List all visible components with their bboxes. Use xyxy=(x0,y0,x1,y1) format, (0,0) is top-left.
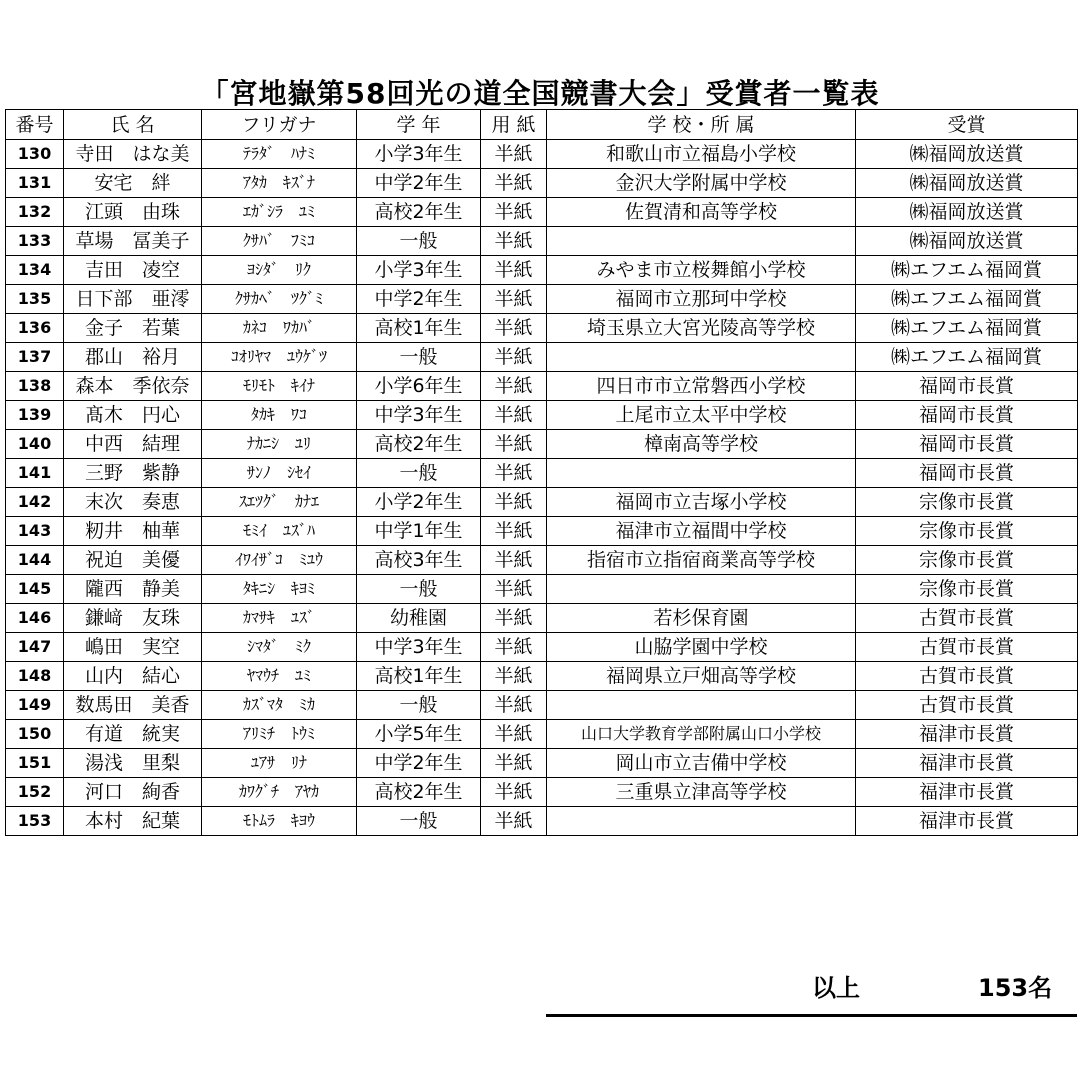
footer-underline xyxy=(546,1014,1077,1017)
cell-award: ㈱エフエム福岡賞 xyxy=(856,343,1078,372)
cell-award: 福岡市長賞 xyxy=(856,430,1078,459)
cell-school: 福岡県立戸畑高等学校 xyxy=(547,662,856,691)
cell-name: 有道 統実 xyxy=(64,720,202,749)
cell-paper: 半紙 xyxy=(481,227,547,256)
cell-paper: 半紙 xyxy=(481,140,547,169)
cell-furigana: ｴｶﾞｼﾗ ﾕﾐ xyxy=(202,198,357,227)
cell-paper: 半紙 xyxy=(481,314,547,343)
cell-grade: 小学2年生 xyxy=(357,488,481,517)
cell-paper: 半紙 xyxy=(481,807,547,836)
cell-furigana: ｱﾘﾐﾁ ﾄｳﾐ xyxy=(202,720,357,749)
table-row xyxy=(6,720,1078,749)
cell-name: 髙木 円心 xyxy=(64,401,202,430)
cell-name: 嶋田 実空 xyxy=(64,633,202,662)
cell-number: 131 xyxy=(6,169,64,198)
document-title: 「宮地嶽第58回光の道全国競書大会」受賞者一覧表 xyxy=(200,77,880,110)
cell-award: 宗像市長賞 xyxy=(856,517,1078,546)
cell-furigana: ｽｴﾂｸﾞ ｶﾅｴ xyxy=(202,488,357,517)
cell-number: 138 xyxy=(6,372,64,401)
column-header-paper: 用 紙 xyxy=(481,110,547,140)
cell-paper: 半紙 xyxy=(481,546,547,575)
cell-paper: 半紙 xyxy=(481,633,547,662)
cell-paper: 半紙 xyxy=(481,749,547,778)
cell-name: 末次 奏恵 xyxy=(64,488,202,517)
cell-school: 山脇学園中学校 xyxy=(547,633,856,662)
cell-furigana: ｻﾝﾉ ｼｾｲ xyxy=(202,459,357,488)
cell-number: 132 xyxy=(6,198,64,227)
cell-number: 133 xyxy=(6,227,64,256)
cell-award: 宗像市長賞 xyxy=(856,546,1078,575)
cell-school: 和歌山市立福島小学校 xyxy=(547,140,856,169)
table-row xyxy=(6,517,1078,546)
cell-award: ㈱エフエム福岡賞 xyxy=(856,256,1078,285)
cell-grade: 一般 xyxy=(357,807,481,836)
cell-grade: 中学2年生 xyxy=(357,285,481,314)
cell-grade: 高校3年生 xyxy=(357,546,481,575)
table-row xyxy=(6,401,1078,430)
cell-furigana: ﾅｶﾆｼ ﾕﾘ xyxy=(202,430,357,459)
cell-award: ㈱福岡放送賞 xyxy=(856,140,1078,169)
cell-award: 古賀市長賞 xyxy=(856,604,1078,633)
column-header-award: 受賞 xyxy=(856,110,1078,140)
cell-school: 福津市立福間中学校 xyxy=(547,517,856,546)
cell-paper: 半紙 xyxy=(481,778,547,807)
cell-number: 143 xyxy=(6,517,64,546)
cell-furigana: ﾖｼﾀﾞ ﾘｸ xyxy=(202,256,357,285)
cell-award: ㈱福岡放送賞 xyxy=(856,227,1078,256)
cell-name: 三野 紫静 xyxy=(64,459,202,488)
cell-paper: 半紙 xyxy=(481,285,547,314)
table-row xyxy=(6,314,1078,343)
cell-grade: 高校2年生 xyxy=(357,430,481,459)
cell-award: 宗像市長賞 xyxy=(856,488,1078,517)
table-row xyxy=(6,256,1078,285)
cell-name: 郡山 裕月 xyxy=(64,343,202,372)
cell-number: 135 xyxy=(6,285,64,314)
cell-name: 隴西 静美 xyxy=(64,575,202,604)
cell-award: ㈱エフエム福岡賞 xyxy=(856,314,1078,343)
cell-school: 上尾市立太平中学校 xyxy=(547,401,856,430)
cell-furigana: ﾃﾗﾀﾞ ﾊﾅﾐ xyxy=(202,140,357,169)
cell-name: 吉田 凌空 xyxy=(64,256,202,285)
cell-number: 146 xyxy=(6,604,64,633)
cell-number: 147 xyxy=(6,633,64,662)
cell-number: 139 xyxy=(6,401,64,430)
cell-name: 鎌﨑 友珠 xyxy=(64,604,202,633)
cell-award: ㈱福岡放送賞 xyxy=(856,198,1078,227)
table-row xyxy=(6,285,1078,314)
cell-number: 148 xyxy=(6,662,64,691)
cell-paper: 半紙 xyxy=(481,517,547,546)
cell-name: 江頭 由珠 xyxy=(64,198,202,227)
cell-number: 134 xyxy=(6,256,64,285)
cell-number: 141 xyxy=(6,459,64,488)
cell-furigana: ﾕｱｻ ﾘﾅ xyxy=(202,749,357,778)
cell-grade: 小学3年生 xyxy=(357,256,481,285)
cell-grade: 小学5年生 xyxy=(357,720,481,749)
cell-number: 136 xyxy=(6,314,64,343)
cell-grade: 小学6年生 xyxy=(357,372,481,401)
cell-name: 森本 季依奈 xyxy=(64,372,202,401)
cell-paper: 半紙 xyxy=(481,343,547,372)
cell-name: 中西 結理 xyxy=(64,430,202,459)
cell-paper: 半紙 xyxy=(481,401,547,430)
cell-name: 本村 紀葉 xyxy=(64,807,202,836)
cell-furigana: ｸｻｶﾍﾞ ﾂｸﾞﾐ xyxy=(202,285,357,314)
cell-number: 130 xyxy=(6,140,64,169)
cell-school: 福岡市立那珂中学校 xyxy=(547,285,856,314)
cell-grade: 一般 xyxy=(357,691,481,720)
cell-award: 福岡市長賞 xyxy=(856,459,1078,488)
table-row xyxy=(6,662,1078,691)
cell-paper: 半紙 xyxy=(481,198,547,227)
cell-grade: 小学3年生 xyxy=(357,140,481,169)
table-row xyxy=(6,169,1078,198)
cell-furigana: ｱﾀｶ ｷｽﾞﾅ xyxy=(202,169,357,198)
cell-school xyxy=(547,691,856,720)
cell-furigana: ｶﾏｻｷ ﾕｽﾞ xyxy=(202,604,357,633)
cell-award: ㈱エフエム福岡賞 xyxy=(856,285,1078,314)
award-table-body xyxy=(6,140,1078,836)
cell-school: 指宿市立指宿商業高等学校 xyxy=(547,546,856,575)
cell-name: 籾井 柚華 xyxy=(64,517,202,546)
cell-name: 寺田 はな美 xyxy=(64,140,202,169)
cell-paper: 半紙 xyxy=(481,720,547,749)
column-header-furigana: フリガナ xyxy=(202,110,357,140)
cell-grade: 一般 xyxy=(357,459,481,488)
column-header-grade: 学 年 xyxy=(357,110,481,140)
table-row xyxy=(6,198,1078,227)
cell-furigana: ﾀｶｷ ﾜｺ xyxy=(202,401,357,430)
cell-award: 古賀市長賞 xyxy=(856,633,1078,662)
cell-number: 142 xyxy=(6,488,64,517)
table-row xyxy=(6,633,1078,662)
cell-paper: 半紙 xyxy=(481,488,547,517)
cell-grade: 高校2年生 xyxy=(357,198,481,227)
cell-number: 150 xyxy=(6,720,64,749)
cell-grade: 一般 xyxy=(357,343,481,372)
cell-school: 岡山市立吉備中学校 xyxy=(547,749,856,778)
cell-furigana: ｸｻﾊﾞ ﾌﾐｺ xyxy=(202,227,357,256)
cell-grade: 幼稚園 xyxy=(357,604,481,633)
cell-paper: 半紙 xyxy=(481,430,547,459)
cell-award: 宗像市長賞 xyxy=(856,575,1078,604)
column-header-school: 学 校・所 属 xyxy=(547,110,856,140)
cell-name: 数馬田 美香 xyxy=(64,691,202,720)
cell-name: 日下部 亜澪 xyxy=(64,285,202,314)
cell-school xyxy=(547,807,856,836)
cell-paper: 半紙 xyxy=(481,256,547,285)
cell-furigana: ﾔﾏｳﾁ ﾕﾐ xyxy=(202,662,357,691)
cell-paper: 半紙 xyxy=(481,662,547,691)
cell-grade: 一般 xyxy=(357,575,481,604)
cell-furigana: ｶﾜｸﾞﾁ ｱﾔｶ xyxy=(202,778,357,807)
table-row xyxy=(6,343,1078,372)
cell-number: 152 xyxy=(6,778,64,807)
cell-school: みやま市立桜舞館小学校 xyxy=(547,256,856,285)
cell-furigana: ﾓﾐｲ ﾕｽﾞﾊ xyxy=(202,517,357,546)
cell-grade: 中学3年生 xyxy=(357,633,481,662)
cell-number: 140 xyxy=(6,430,64,459)
cell-school: 若杉保育園 xyxy=(547,604,856,633)
cell-school xyxy=(547,227,856,256)
cell-paper: 半紙 xyxy=(481,575,547,604)
cell-school xyxy=(547,343,856,372)
cell-number: 144 xyxy=(6,546,64,575)
table-row xyxy=(6,140,1078,169)
cell-paper: 半紙 xyxy=(481,372,547,401)
cell-school: 三重県立津高等学校 xyxy=(547,778,856,807)
table-row xyxy=(6,807,1078,836)
cell-school: 四日市市立常磐西小学校 xyxy=(547,372,856,401)
cell-school xyxy=(547,575,856,604)
cell-number: 153 xyxy=(6,807,64,836)
cell-paper: 半紙 xyxy=(481,459,547,488)
cell-school: 埼玉県立大宮光陵高等学校 xyxy=(547,314,856,343)
cell-furigana: ﾓﾄﾑﾗ ｷﾖｳ xyxy=(202,807,357,836)
cell-paper: 半紙 xyxy=(481,604,547,633)
cell-furigana: ﾀｷﾆｼ ｷﾖﾐ xyxy=(202,575,357,604)
cell-name: 金子 若葉 xyxy=(64,314,202,343)
cell-award: 福岡市長賞 xyxy=(856,401,1078,430)
table-row xyxy=(6,227,1078,256)
cell-number: 151 xyxy=(6,749,64,778)
cell-award: 福津市長賞 xyxy=(856,749,1078,778)
column-header-number: 番号 xyxy=(6,110,64,140)
cell-name: 河口 絢香 xyxy=(64,778,202,807)
award-table xyxy=(5,109,1078,836)
cell-furigana: ｺｵﾘﾔﾏ ﾕｳｹﾞﾂ xyxy=(202,343,357,372)
cell-award: 古賀市長賞 xyxy=(856,662,1078,691)
cell-award: 福津市長賞 xyxy=(856,807,1078,836)
cell-school: 山口大学教育学部附属山口小学校 xyxy=(547,720,856,749)
cell-name: 草場 冨美子 xyxy=(64,227,202,256)
table-row xyxy=(6,749,1078,778)
cell-award: 福津市長賞 xyxy=(856,720,1078,749)
footer-count: 153名 xyxy=(978,974,1053,1002)
cell-name: 湯浅 里梨 xyxy=(64,749,202,778)
table-row xyxy=(6,575,1078,604)
cell-school: 樟南高等学校 xyxy=(547,430,856,459)
cell-number: 145 xyxy=(6,575,64,604)
table-row xyxy=(6,546,1078,575)
cell-grade: 一般 xyxy=(357,227,481,256)
cell-number: 137 xyxy=(6,343,64,372)
cell-award: 福津市長賞 xyxy=(856,778,1078,807)
cell-grade: 中学3年生 xyxy=(357,401,481,430)
table-row xyxy=(6,372,1078,401)
cell-award: ㈱福岡放送賞 xyxy=(856,169,1078,198)
cell-school: 金沢大学附属中学校 xyxy=(547,169,856,198)
column-header-name: 氏 名 xyxy=(64,110,202,140)
cell-grade: 中学1年生 xyxy=(357,517,481,546)
cell-school: 佐賀清和高等学校 xyxy=(547,198,856,227)
table-row xyxy=(6,488,1078,517)
cell-grade: 高校1年生 xyxy=(357,662,481,691)
cell-furigana: ｼﾏﾀﾞ ﾐｸ xyxy=(202,633,357,662)
cell-name: 祝迫 美優 xyxy=(64,546,202,575)
table-row xyxy=(6,778,1078,807)
table-row xyxy=(6,691,1078,720)
cell-furigana: ﾓﾘﾓﾄ ｷｲﾅ xyxy=(202,372,357,401)
cell-grade: 中学2年生 xyxy=(357,169,481,198)
cell-award: 福岡市長賞 xyxy=(856,372,1078,401)
table-row xyxy=(6,430,1078,459)
cell-furigana: ｶﾈｺ ﾜｶﾊﾞ xyxy=(202,314,357,343)
cell-paper: 半紙 xyxy=(481,169,547,198)
cell-grade: 中学2年生 xyxy=(357,749,481,778)
cell-award: 古賀市長賞 xyxy=(856,691,1078,720)
cell-number: 149 xyxy=(6,691,64,720)
cell-paper: 半紙 xyxy=(481,691,547,720)
table-row xyxy=(6,604,1078,633)
cell-grade: 高校1年生 xyxy=(357,314,481,343)
cell-grade: 高校2年生 xyxy=(357,778,481,807)
table-row xyxy=(6,459,1078,488)
cell-name: 安宅 絆 xyxy=(64,169,202,198)
cell-school: 福岡市立吉塚小学校 xyxy=(547,488,856,517)
cell-school xyxy=(547,459,856,488)
cell-furigana: ｲﾜｲｻﾞｺ ﾐﾕｳ xyxy=(202,546,357,575)
cell-furigana: ｶｽﾞﾏﾀ ﾐｶ xyxy=(202,691,357,720)
footer-label: 以上 xyxy=(812,974,860,1002)
header-row xyxy=(6,110,1078,140)
cell-name: 山内 結心 xyxy=(64,662,202,691)
